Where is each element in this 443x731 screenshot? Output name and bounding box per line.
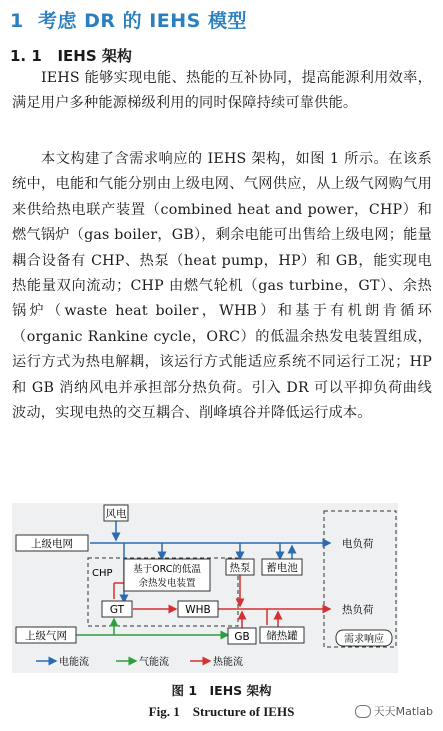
figure-caption-zh: 图 1 IEHS 架构 (171, 683, 272, 698)
heat-storage-label: 储热罐 (266, 630, 298, 642)
paragraph-2: 本文构建了含需求响应的 IEHS 架构，如图 1 所示。在该系统中，电能和气能分别由上级电网、气网供应，从上级气网购气用来供给热电联产装置（combined heat and power，CHP）和燃气锅炉（gas boiler，GB），剩余电能可出售给上级电网；能量耦合设备有 CHP、热泵（heat pump，HP）和 GB，能实现电热能量双向流动；CHP 由燃气轮机（gas turbine，GT）、余热锅炉（waste heat boiler，WHB）和基于有机朗肯循环（organic Rankine cycle，ORC）的低温余热发电装置组成，运行方式为热电解耦，该运行方式能适应系统不同运行工况；HP 和 GB 消纳风电并承担部分热负荷。引入 DR 可以平抑负荷曲线波动，实现电热的交互耦合、削峰填谷并降低运行成本。 (12, 151, 432, 422)
section-number: 1 (10, 10, 24, 32)
wind-label: 风电 (105, 508, 127, 520)
heat-load-label: 热负荷 (342, 604, 374, 616)
gas-network-label: 上级气网 (25, 630, 67, 642)
wechat-icon (355, 705, 371, 718)
paragraph-1: IEHS 能够实现电能、热能的互补协同，提高能源利用效率，满足用户多种能源梯级利用的同时保障持续可靠供能。 (12, 70, 432, 112)
legend-heat: 热能流 (213, 657, 243, 668)
iehs-structure-diagram (12, 503, 398, 673)
watermark (355, 703, 433, 719)
orc-label-line2: 余热发电装置 (138, 578, 196, 589)
subsection-heading (10, 45, 132, 66)
section-heading (10, 6, 247, 33)
gb-label: GB (234, 631, 250, 643)
grid-label: 上级电网 (31, 538, 73, 550)
dr-label: 需求响应 (344, 634, 384, 645)
legend-gas: 气能流 (139, 657, 169, 668)
battery-label: 蓄电池 (266, 562, 298, 574)
subsection-number: 1. 1 (10, 47, 42, 65)
subsection-title: IEHS 架构 (57, 47, 132, 65)
section-title: 考虑 DR 的 IEHS 模型 (37, 10, 247, 32)
watermark-text: 天天Matlab (373, 705, 433, 718)
elec-load-label: 电负荷 (342, 538, 374, 550)
orc-label-line1: 基于ORC的低温 (133, 564, 201, 575)
whb-label: WHB (185, 604, 211, 616)
heat-pump-label: 热泵 (229, 562, 251, 574)
figure-caption-en: Fig. 1 Structure of IEHS (148, 704, 295, 719)
gt-label: GT (109, 604, 125, 616)
legend-electricity: 电能流 (59, 657, 89, 668)
chp-label: CHP (92, 568, 113, 579)
